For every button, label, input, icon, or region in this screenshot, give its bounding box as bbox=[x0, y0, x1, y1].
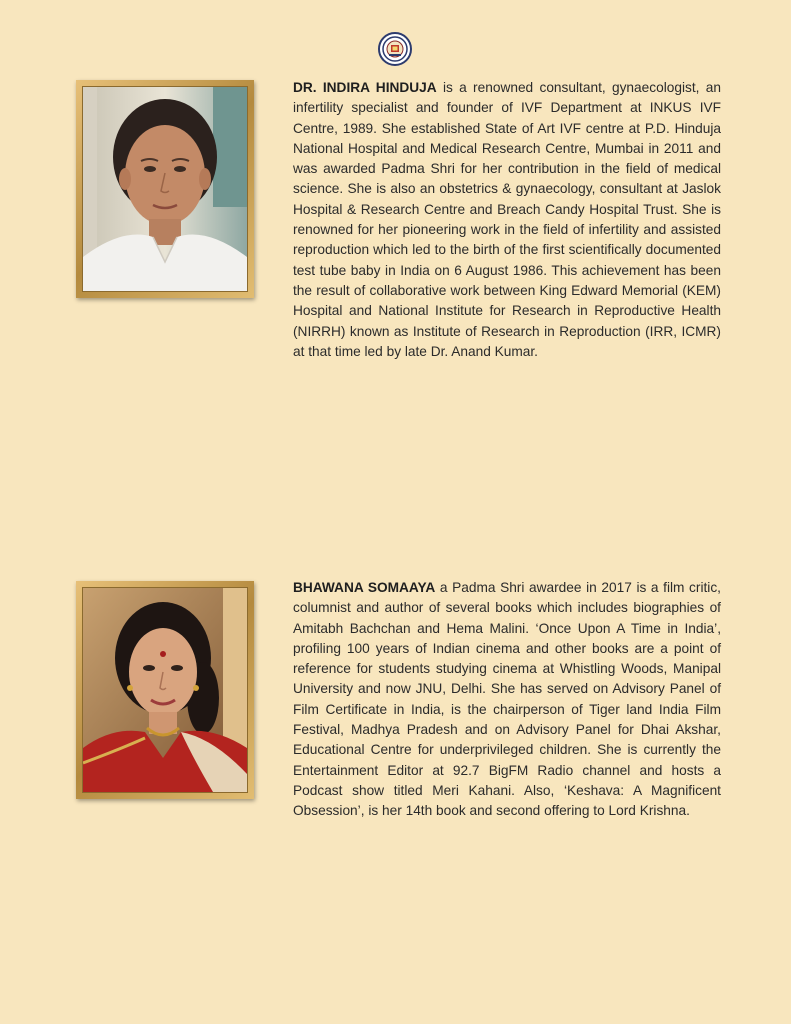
profile-bio bbox=[293, 578, 721, 822]
profile-bio-text: a Padma Shri awardee in 2017 is a film critic, columnist and author of several books which includes biographies of Amitabh Bachchan and Hema Malini. ‘Once Upon A Time in India’, profiling 100 years of Indian cinema and other books are a point of reference for students studying cinema at Whistling Woods, Manipal University and now JNU, Delhi. She has served on Advisory Panel of Film Certificate in India, is the chairperson of Tiger land India Film Festival, Madhya Pradesh and on Advisory Panel for Dhai Akshar, Educational Centre for underprivileged children. She is currently the Entertainment Editor at 92.7 BigFM Radio channel and hosts a Podcast show titled Meri Kahani. Also, ‘Keshava: A Magnificent Obsession’, is her 14th book and second offering to Lord Krishna. bbox=[293, 580, 721, 819]
profile-name: BHAWANA SOMAAYA bbox=[293, 580, 436, 595]
portrait-elderly-woman-image bbox=[83, 87, 247, 291]
profile-photo-frame bbox=[76, 80, 254, 298]
emblem-icon bbox=[380, 34, 410, 64]
portrait-woman-red-saree-image bbox=[83, 588, 247, 792]
profile-photo-frame bbox=[76, 581, 254, 799]
profile-bio-text: is a renowned consultant, gynaecologist, an infertility specialist and founder of IVF Department at INKUS IVF Centre, 1989. She established State of Art IVF centre at P.D. Hinduja National Hospital and Medical Research Centre, Mumbai in 2011 and was awarded Padma Shri for her contribution in the field of medical science. She is also an obstetrics & gynaecology, consultant at Jaslok Hospital & Research Centre and Breach Candy Hospital Trust. She is renowned for her pioneering work in the field of infertility and assisted reproduction which led to the birth of the first scientifically documented test tube baby in India on 6 August 1986. This achievement has been the result of collaborative work between King Edward Memorial (KEM) Hospital and National Institute for Research in Reproductive Health (NIRRH) known as Institute of Research in Reproduction (IRR, ICMR) at that time led by late Dr. Anand Kumar. bbox=[293, 80, 722, 359]
profile-name: DR. INDIRA HINDUJA bbox=[293, 80, 437, 95]
profile-bio bbox=[293, 78, 721, 362]
profile-photo bbox=[82, 587, 248, 793]
emblem-logo bbox=[378, 32, 412, 66]
profile-photo bbox=[82, 86, 248, 292]
